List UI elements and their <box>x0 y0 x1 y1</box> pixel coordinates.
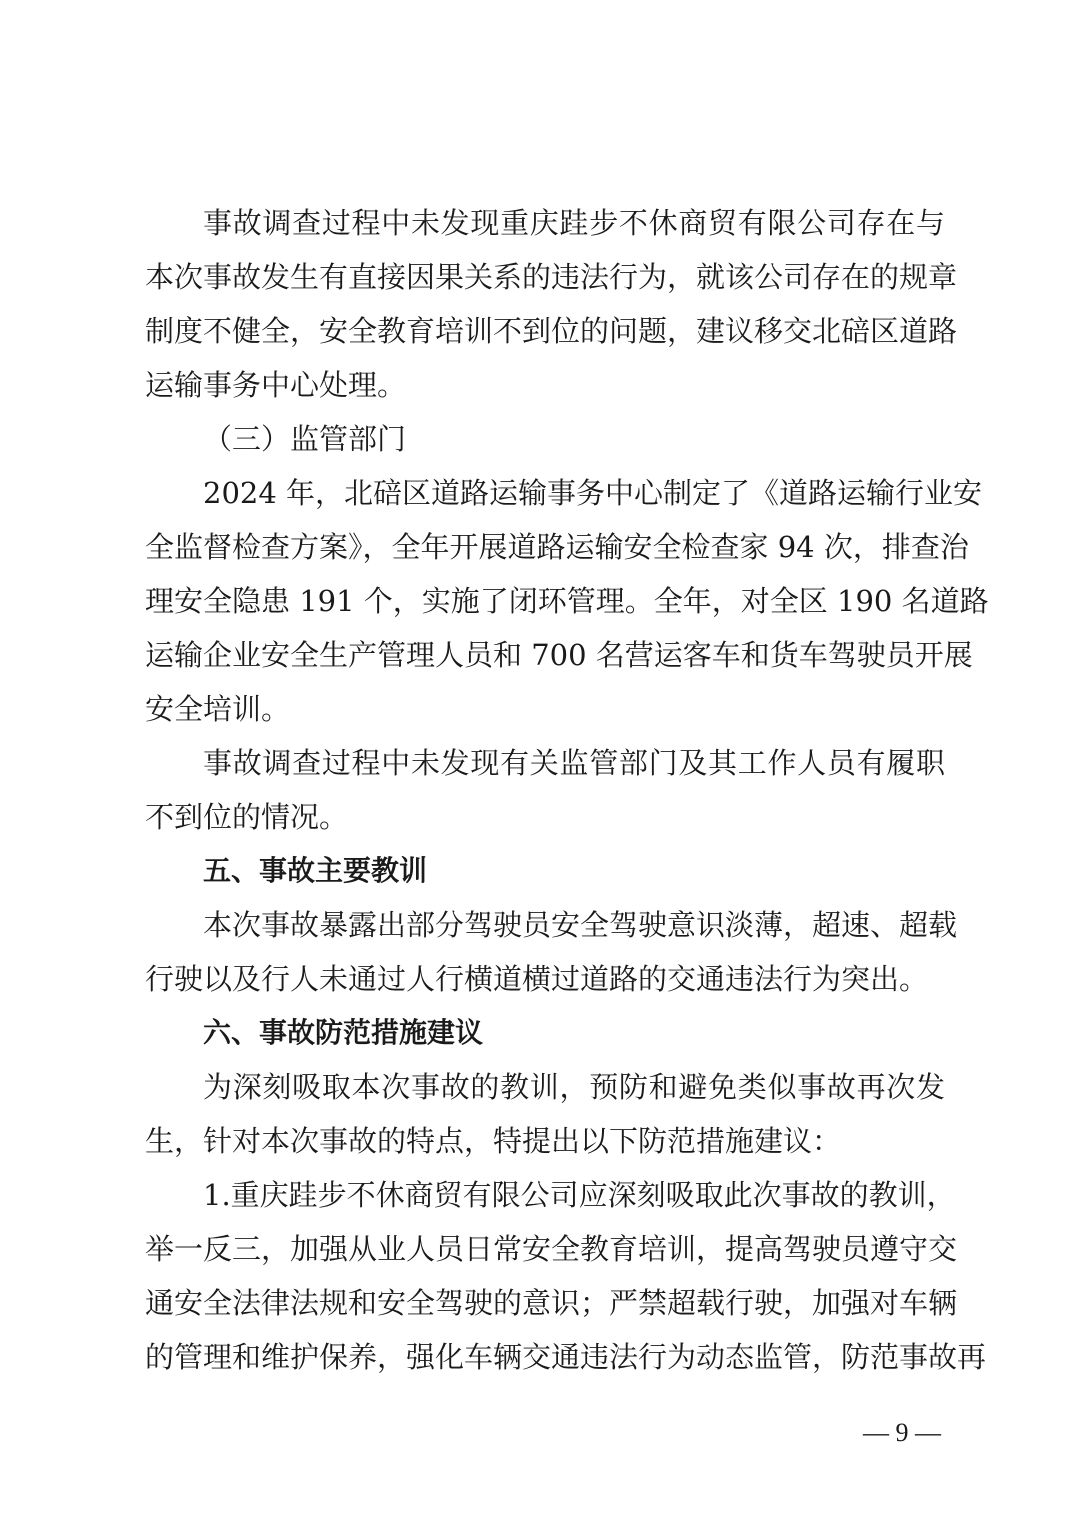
paragraph-line: 为深刻吸取本次事故的教训，预防和避免类似事故再次发 <box>203 1070 945 1104</box>
section-heading-supervision: （三）监管部门 <box>203 422 407 456</box>
paragraph-line: 行驶以及行人未通过人行横道横过道路的交通违法行为突出。 <box>145 962 929 996</box>
paragraph-line: 安全培训。 <box>145 692 291 726</box>
section-heading-lessons: 五、事故主要教训 <box>203 854 428 887</box>
paragraph-line: 通安全法律法规和安全驾驶的意识；严禁超载行驶，加强对车辆 <box>145 1286 958 1320</box>
paragraph-line: 制度不健全，安全教育培训不到位的问题，建议移交北碚区道路 <box>145 314 958 348</box>
paragraph-line: 运输事务中心处理。 <box>145 368 407 402</box>
section-heading-measures: 六、事故防范措施建议 <box>203 1016 484 1049</box>
document-body <box>145 196 989 1384</box>
paragraph-line: 运输企业安全生产管理人员和 700 名营运客车和货车驾驶员开展 <box>145 638 973 672</box>
paragraph-line: 事故调查过程中未发现重庆跬步不休商贸有限公司存在与 <box>203 206 945 240</box>
paragraph-line: 1.重庆跬步不休商贸有限公司应深刻吸取此次事故的教训， <box>203 1178 956 1212</box>
paragraph-line: 事故调查过程中未发现有关监管部门及其工作人员有履职 <box>203 746 945 780</box>
paragraph-line: 理安全隐患 191 个，实施了闭环管理。全年，对全区 190 名道路 <box>145 584 989 618</box>
paragraph-line: 全监督检查方案》，全年开展道路运输安全检查家 94 次，排查治 <box>145 530 969 564</box>
paragraph-line: 2024 年，北碚区道路运输事务中心制定了《道路运输行业安 <box>203 476 983 510</box>
page-number: — 9 — <box>863 1418 941 1447</box>
paragraph-line: 生，针对本次事故的特点，特提出以下防范措施建议： <box>145 1124 842 1158</box>
paragraph-line: 的管理和维护保养，强化车辆交通违法行为动态监管，防范事故再 <box>145 1340 987 1374</box>
paragraph-line: 本次事故发生有直接因果关系的违法行为，就该公司存在的规章 <box>145 260 958 294</box>
paragraph-line: 本次事故暴露出部分驾驶员安全驾驶意识淡薄，超速、超载 <box>203 908 958 942</box>
paragraph-line: 不到位的情况。 <box>145 800 349 834</box>
paragraph-line: 举一反三，加强从业人员日常安全教育培训，提高驾驶员遵守交 <box>145 1232 958 1266</box>
